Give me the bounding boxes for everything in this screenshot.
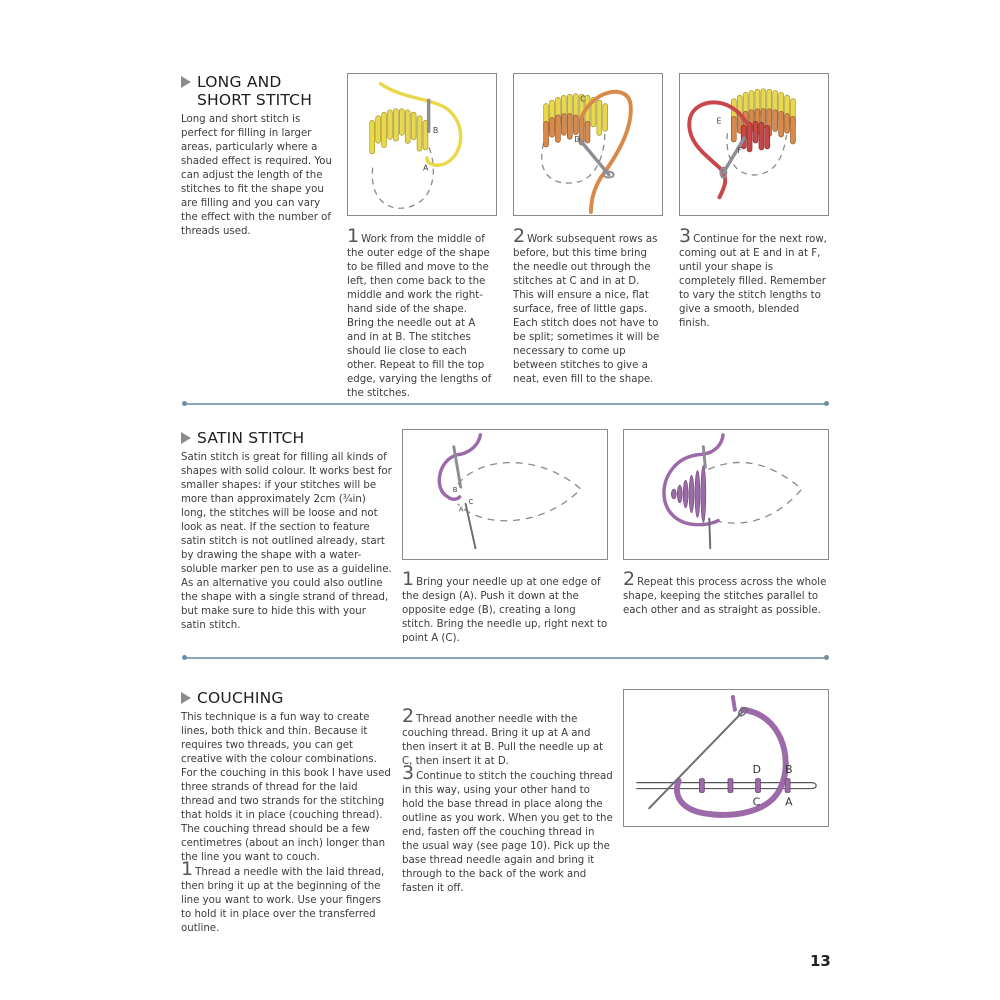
stitch-mark xyxy=(370,120,375,154)
step-number: 3 xyxy=(402,762,415,784)
stitch-mark xyxy=(671,489,676,499)
step-text: Work from the middle of the outer edge of the shape to be filled and move to the left, then come back to the middle and work the right-hand side of the shape. Bring the needle out at A and in at B. The stitches should lie close to each other. Repeat to fill the top edge, varying the lengths of the stitches. xyxy=(347,234,492,399)
step-number: 2 xyxy=(402,705,415,727)
long-short-heading xyxy=(181,73,341,109)
triangle-bullet-icon xyxy=(181,692,191,704)
stitch-mark xyxy=(544,121,549,147)
satin-figure-2 xyxy=(623,429,829,560)
stitch-mark xyxy=(773,110,778,132)
long-short-figure-3 xyxy=(679,73,829,216)
step-text: Repeat this process across the whole shape, keeping the stitches parallel to each other and as straight as possible. xyxy=(623,577,827,616)
stitch-mark xyxy=(790,116,795,144)
satin-intro: Satin stitch is great for filling all kinds of shapes with solid colour. It works best for smaller shapes: if your stitches will be more than approximately 2cm (¾in) long, the stitches will be loose and not look as neat. If the section to feature satin stitch is not outlined already, start by drawing the shape with a water-soluble marker pen to use as a guideline. As an alternative you could also outline the shape with a single strand of thread, but make sure to hide this with your satin stitch. xyxy=(181,452,392,631)
stitch-mark xyxy=(689,475,694,512)
stitch-mark xyxy=(561,114,566,136)
step-number: 3 xyxy=(679,225,692,247)
label-a: A xyxy=(458,505,464,514)
step-text: Work subsequent rows as before, but this time bring the needle out through the stitches at C and in at D. This will ensure a nice, flat surface, free of little gaps. Each stitch does not have to be split; sometimes it will be necessary to come up between stitches to give a neat, even fill to the shape. xyxy=(513,234,660,385)
label-d: D xyxy=(574,135,581,145)
stitch-mark xyxy=(555,115,560,143)
stitch-mark xyxy=(550,117,555,137)
long-short-intro: Long and short stitch is perfect for filling in larger areas, particularly where a shaded effect is required. You can adjust the length of the stitches to fit the shape you are filling and you can vary the effect with the number of threads used. xyxy=(181,114,332,237)
stitch-mark xyxy=(567,114,572,140)
step-text: Thread a needle with the laid thread, then bring it up at the beginning of the line you want to work. Use your fingers to hold it in place over the transferred outline. xyxy=(181,867,385,934)
stitch-mark xyxy=(573,115,578,135)
satin-title: SATIN STITCH xyxy=(197,429,305,447)
couching-intro: This technique is a fun way to create lines, both thick and thin. Because it requires two threads, you can get creative with the colour combinations. For the couching in this book I have used three strands of thread for the laid thread and two strands for the stitching that holds it in place (couching thread). The couching thread should be a few centimetres (about an inch) longer than the line you want to couch. xyxy=(181,712,391,863)
label-b: B xyxy=(785,762,793,776)
satin-figure-1 xyxy=(402,429,608,560)
long-short-title-line1: LONG AND xyxy=(197,73,282,91)
stitch-mark xyxy=(701,465,706,522)
stitch-mark xyxy=(683,480,688,508)
stitch-mark xyxy=(677,485,682,503)
step-text: Continue for the next row, coming out at E and in at F, until your shape is completely filled. Remember to vary the stitch lengths to give a smooth, blended finish. xyxy=(679,234,827,329)
satin-illustration-2 xyxy=(624,430,828,559)
label-c: C xyxy=(468,497,474,506)
stitch-mark xyxy=(753,121,758,143)
label-b: B xyxy=(452,486,458,495)
section-divider xyxy=(184,657,827,659)
stitch-mark xyxy=(779,111,784,137)
step-text: Bring your needle up at one edge of the design (A). Push it down at the opposite edge (B), creating a long stitch. Bring the needle up, right next to point A (C). xyxy=(402,577,608,644)
step-text: Continue to stitch the couching thread in this way, using your other hand to hold the base thread in place along the outline as you work. When you get to the end, fasten off the couching thread in the usual way (see page 10). Pick up the base thread needle again and bring it through to the back of the work and fasten it off. xyxy=(402,771,613,894)
couching-heading xyxy=(181,689,381,707)
triangle-bullet-icon xyxy=(181,76,191,88)
stitch-mark xyxy=(747,122,752,152)
label-d: D xyxy=(752,762,761,776)
stitch-mark xyxy=(603,104,608,132)
satin-illustration-1 xyxy=(403,430,607,559)
couching-step-3 xyxy=(402,762,614,896)
couching-illustration xyxy=(624,690,828,826)
label-c: C xyxy=(580,94,586,104)
satin-heading xyxy=(181,429,381,447)
stitch-mark xyxy=(405,110,410,144)
couching-step-1 xyxy=(181,858,393,936)
long-short-illustration-1 xyxy=(348,74,496,215)
step-number: 2 xyxy=(623,568,636,590)
long-short-step-1 xyxy=(347,225,497,401)
stitch-mark xyxy=(399,109,404,136)
stitch-mark xyxy=(382,112,387,147)
step-number: 1 xyxy=(402,568,415,590)
label-a: A xyxy=(785,795,793,809)
label-c: C xyxy=(752,795,761,809)
step-number: 2 xyxy=(513,225,526,247)
stitch-mark xyxy=(597,100,602,135)
satin-step-1 xyxy=(402,568,608,646)
long-short-figure-2 xyxy=(513,73,663,216)
label-a: A xyxy=(422,163,429,173)
triangle-bullet-icon xyxy=(181,432,191,444)
long-short-step-3 xyxy=(679,225,829,331)
section-divider xyxy=(184,403,827,405)
satin-step-2 xyxy=(623,568,833,618)
long-short-figure-1 xyxy=(347,73,497,216)
stitch-mark xyxy=(759,122,764,150)
couching-title: COUCHING xyxy=(197,689,284,707)
page-number: 13 xyxy=(810,952,831,970)
stitch-mark xyxy=(785,114,790,134)
label-f: F xyxy=(737,145,742,155)
label-b: B xyxy=(432,126,439,136)
stitch-mark xyxy=(695,470,700,517)
long-short-illustration-3 xyxy=(680,74,828,215)
long-short-title-line2: SHORT STITCH xyxy=(197,91,313,109)
stitch-mark xyxy=(585,121,590,143)
stitch-mark xyxy=(417,116,422,151)
long-short-illustration-2 xyxy=(514,74,662,215)
stitch-mark xyxy=(393,109,398,142)
stitch-mark xyxy=(376,116,381,144)
couching-figure xyxy=(623,689,829,827)
long-short-step-2 xyxy=(513,225,663,387)
step-number: 1 xyxy=(181,858,194,880)
stitch-mark xyxy=(387,110,392,140)
step-number: 1 xyxy=(347,225,360,247)
stitch-mark xyxy=(765,125,770,149)
step-text: Thread another needle with the couching thread. Bring it up at A and then insert it at B. Pull the needle up at C, then insert it at D. xyxy=(402,714,604,767)
stitch-mark xyxy=(731,116,736,142)
couching-step-2 xyxy=(402,705,614,769)
label-e: E xyxy=(716,116,722,126)
stitch-mark xyxy=(411,112,416,140)
